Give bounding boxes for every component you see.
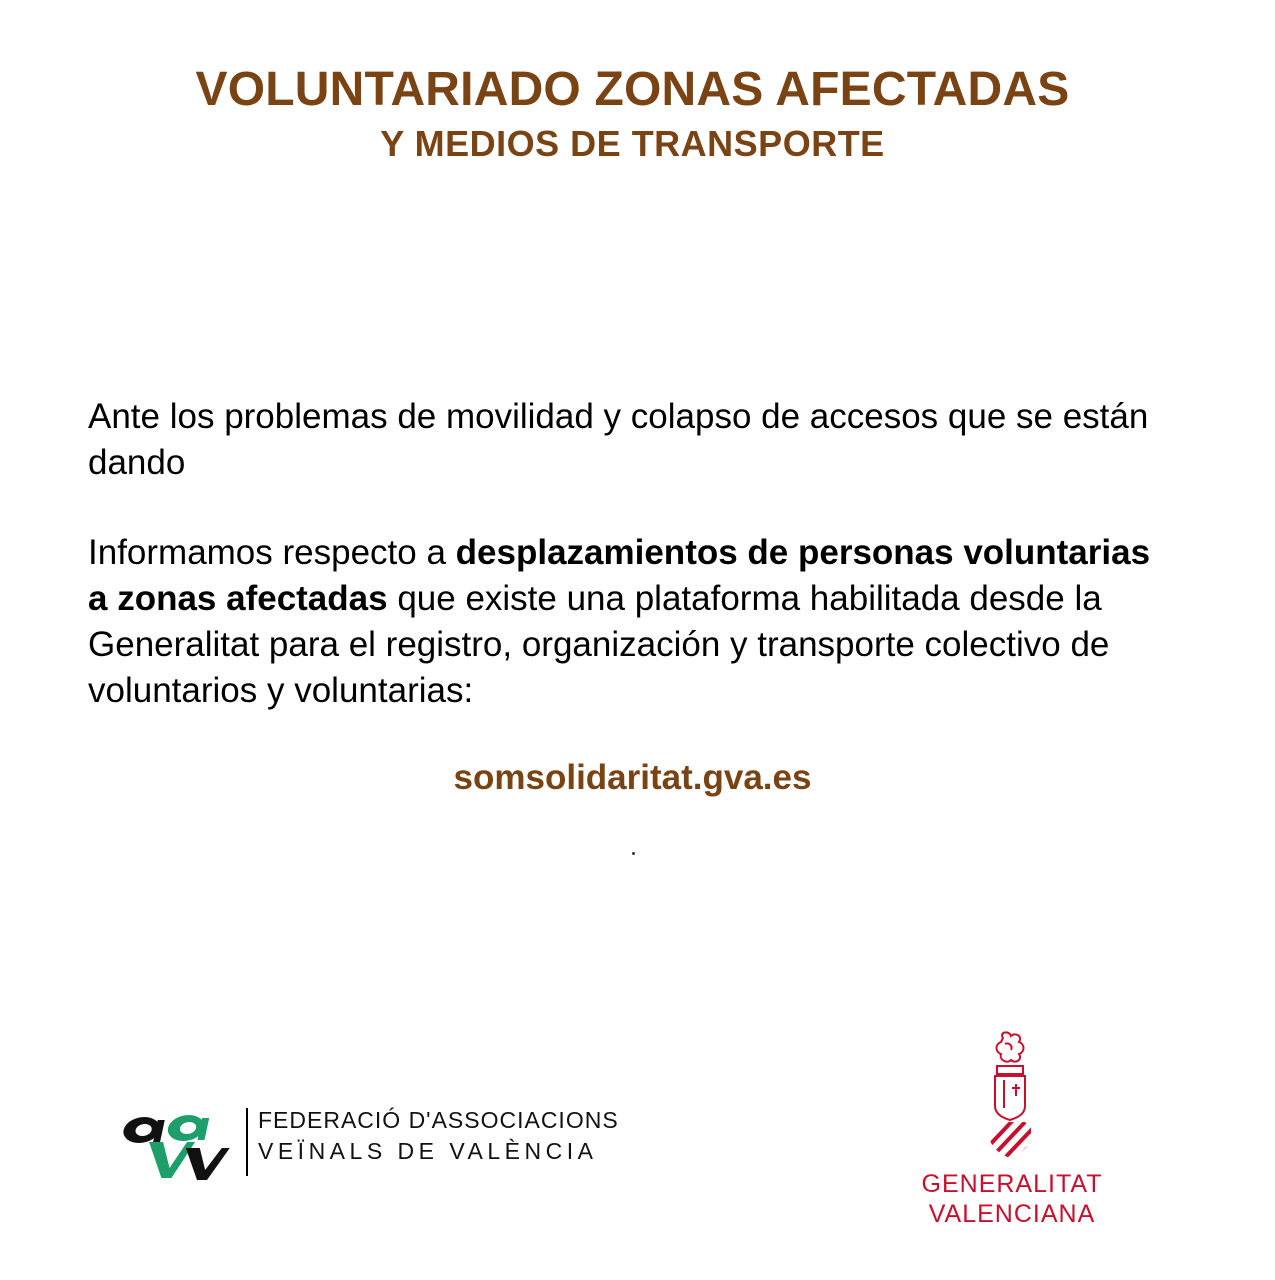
decorative-dot <box>632 852 635 855</box>
platform-link[interactable]: somsolidaritat.gva.es <box>453 758 812 797</box>
faavv-name-line1: FEDERACIÓ D'ASSOCIACIONS <box>258 1107 619 1133</box>
faavv-logo-icon <box>118 1100 243 1182</box>
info-paragraph <box>88 530 1178 714</box>
info-paragraph-highlight: desplazamientos de personas voluntarias a zonas afectadas <box>88 533 1151 618</box>
intro-paragraph: Ante los problemas de movilidad y colapso de accesos que se están dando <box>88 397 1149 482</box>
generalitat-name-line1: GENERALITAT <box>921 1170 1103 1198</box>
generalitat-emblem-icon <box>985 1030 1035 1160</box>
info-paragraph-lead: Informamos respecto a <box>88 533 456 572</box>
faavv-divider <box>246 1108 248 1176</box>
info-paragraph-rest: que existe una plataforma habilitada desde la Generalitat para el registro, organización y transporte colectivo de voluntarios y voluntarias: <box>88 579 1110 710</box>
page-subtitle: Y MEDIOS DE TRANSPORTE <box>380 123 885 164</box>
generalitat-name-line2: VALENCIANA <box>928 1200 1096 1228</box>
page-title: VOLUNTARIADO ZONAS AFECTADAS <box>195 63 1070 116</box>
faavv-name-line2: VEÏNALS DE VALÈNCIA <box>258 1138 598 1164</box>
